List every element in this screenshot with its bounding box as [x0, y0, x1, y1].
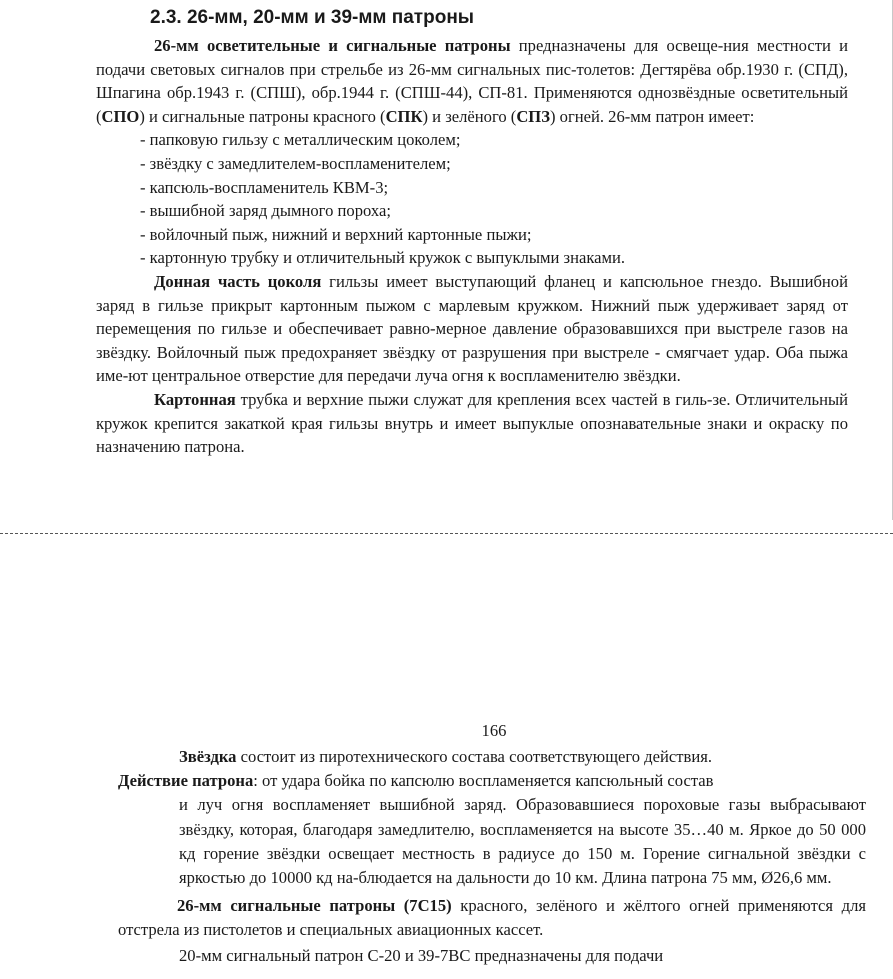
tube-paragraph: [96, 388, 848, 459]
intro-text-3: ) и зелёного (: [422, 106, 517, 126]
list-item: - картонную трубку и отличительный кружок с выпуклыми знаками.: [140, 248, 626, 268]
lower-page: [0, 745, 893, 965]
list-item: - капсюль-воспламенитель КВМ-3;: [140, 177, 389, 197]
list-item: - вышибной заряд дымного пороха;: [140, 201, 391, 221]
action-lead: Действие патрона: [118, 771, 254, 791]
signal-text: красного, зелёного и жёлтого огней применяются для отстрела из пистолетов и специальных авиационных кассет.: [118, 896, 866, 940]
intro-text-1: предназначены для освеще-ния местности и подачи световых сигналов при стрельбе из 26-мм сигнальных пис-толетов: Дегтярёва обр.1930 г. (СПД), Шпагина обр.1943 г. (СПШ), обр.1944 г. (СПШ-44), СП-81. Применяются однозвёздные осветительный (: [96, 36, 848, 126]
base-lead: Донная часть цоколя: [154, 271, 322, 291]
star-lead: Звёздка: [179, 747, 237, 766]
list-item: - папковую гильзу с металлическим цоколем;: [140, 130, 461, 150]
section-heading: 2.3. 26-мм, 20-мм и 39-мм патроны: [150, 7, 475, 28]
intro-lead: 26-мм осветительные и сигнальные патроны: [154, 36, 511, 55]
components-list: [96, 128, 848, 270]
action-body: и луч огня воспламеняет вышибной заряд. Образовавшиеся пороховые газы выбрасывают звёздку, которая, благодаря замедлителю, воспламеняется на высоте 35…40 м. Яркое до 50 000 кд горение звёздки освещает местность в радиусе до 150 м. Горение сигнальной звёздки с яркостью до 10000 кд на-блюдается на дальности до 10 км. Длина патрона 75 мм, Ø26,6 мм.: [179, 795, 866, 888]
intro-text-4: ) огней. 26-мм патрон имеет:: [549, 106, 755, 126]
action-first-line: [118, 769, 866, 793]
action-first-text: : от удара бойка по капсюлю воспламеняется капсюльный состав: [253, 771, 714, 791]
star-text: состоит из пиротехнического состава соответствующего действия.: [236, 747, 712, 766]
intro-paragraph: [96, 34, 848, 128]
signal-lead: 26-мм сигнальные патроны (7С15): [177, 896, 452, 916]
page-break-separator: [0, 533, 893, 534]
star-paragraph: [179, 745, 864, 769]
base-text: гильзы имеет выступающий фланец и капсюльное гнездо. Вышибной заряд в гильзе прикрыт картонным пыжом с марлевым кружком. Нижний пыж удерживает заряд от перемещения по гильзе и обеспечивает равно-мерное давление образовавшихся при выстреле газов на звёздку. Войлочный пыж предохраняет звёздку от разрушения при выстреле - смягчает удар. Оба пыжа име-ют центральное отверстие для передачи луча огня к воспламенителю звёздки.: [96, 271, 848, 386]
tube-lead: Картонная: [154, 389, 236, 409]
spk-code: СПК: [385, 106, 423, 126]
list-item: - войлочный пыж, нижний и верхний картонные пыжи;: [140, 224, 532, 244]
spz-code: СПЗ: [516, 106, 550, 126]
tube-text: трубка и верхние пыжи служат для крепления всех частей в гиль-зе. Отличительный кружок крепится закаткой края гильзы внутрь и имеет выпуклые опознавательные знаки и окраску по назначению патрона.: [96, 389, 848, 457]
spo-code: СПО: [101, 106, 140, 126]
page-number: 166: [481, 721, 507, 740]
intro-text-2: ) и сигнальные патроны красного (: [139, 106, 386, 126]
list-item: - звёздку с замедлителем-воспламенителем;: [140, 153, 451, 173]
cut-off-line: 20-мм сигнальный патрон С-20 и 39-7ВС предназначены для подачи: [179, 945, 664, 965]
upper-page: [96, 4, 848, 459]
signal-paragraph: [118, 894, 866, 942]
base-paragraph: [96, 270, 848, 388]
